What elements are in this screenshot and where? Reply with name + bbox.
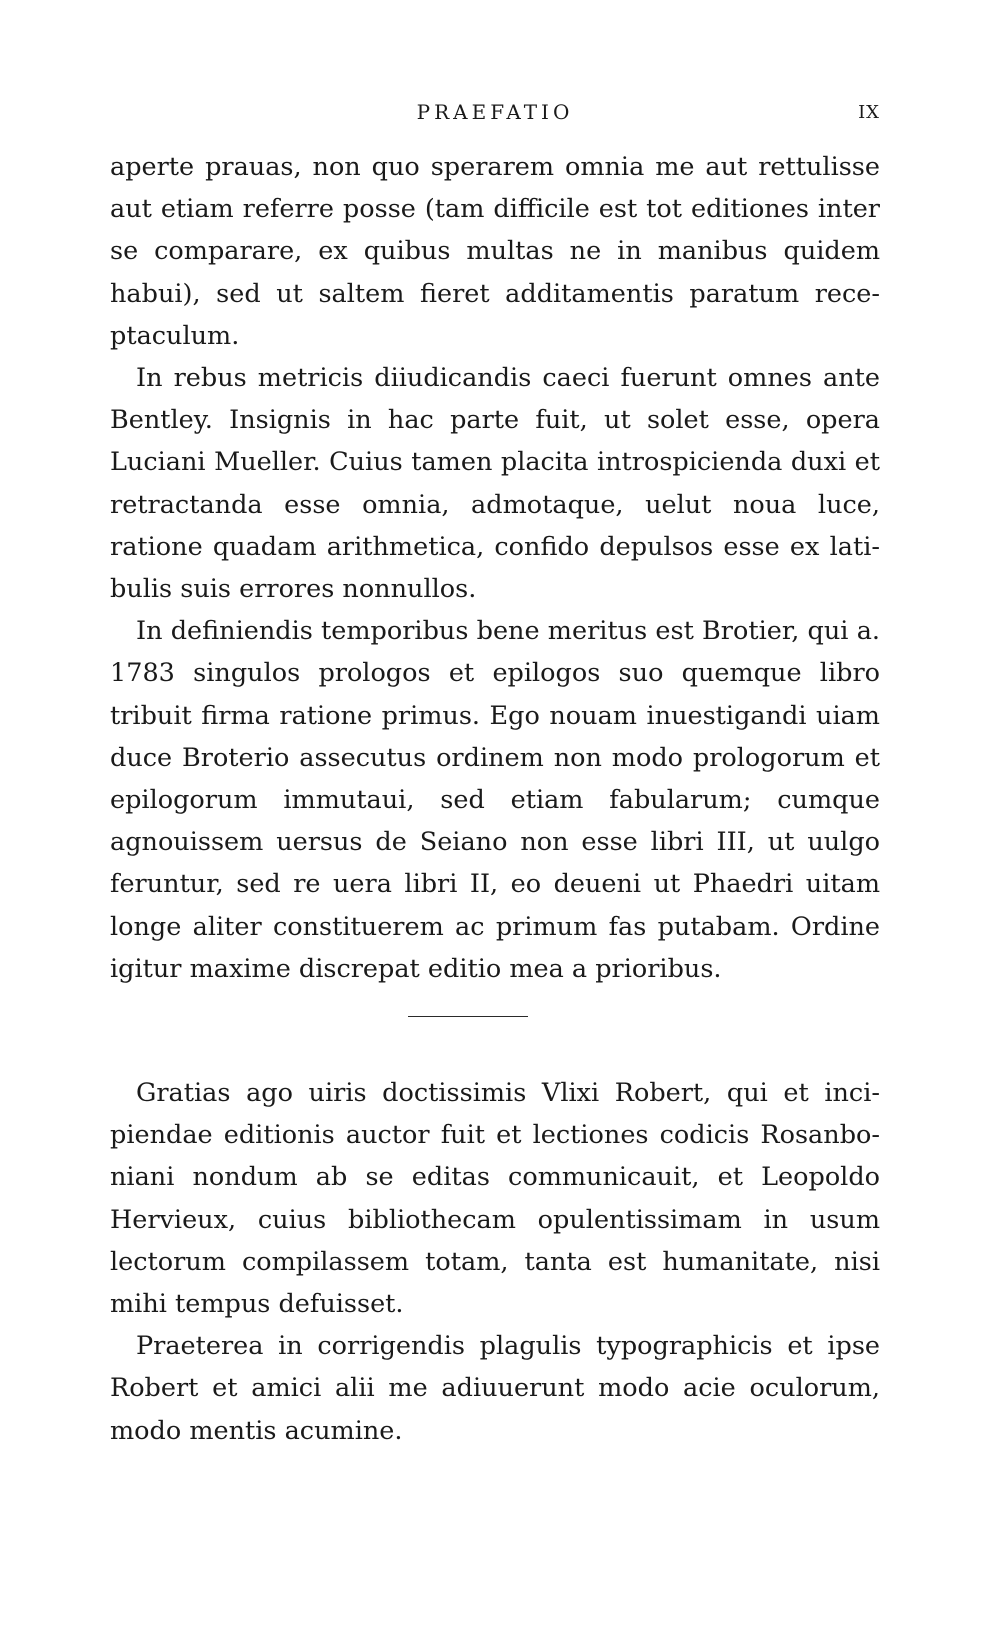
acknowledgements-text bbox=[110, 1072, 880, 1452]
preface-text bbox=[110, 146, 880, 990]
paragraph-thanks: Gratias ago uiris doctissimis Vlixi Robert, qui et incipiendae editionis auctor fuit et lectiones codicis Rosanboniani nondum ab se editas communicauit, et Leopoldo Hervieux, cuius bibliothecam opulentissimam in usum lectorum compilassem totam, tanta est humanitate, nisi mihi tempus defuisset. bbox=[110, 1078, 880, 1320]
paragraph-chronology: In definiendis temporibus bene meritus est Brotier, qui a. 1783 singulos prologos et epilogos suo quemque libro tribuit firma ratione primus. Ego nouam inuestigandi uiam duce Broterio assecutus ordinem non modo prologorum et epilogorum immutaui, sed etiam fabularum; cumque agnouissem uersus de Seiano non esse libri III, ut uulgo feruntur, sed re uera libri II, eo deueni ut Phaedri uitam longe aliter constituerem ac primum fas putabam. Ordine igitur maxime discrepat editio mea a prioribus. bbox=[110, 616, 880, 984]
page-number: IX bbox=[858, 102, 880, 123]
section-divider bbox=[408, 1016, 528, 1017]
paragraph-proofreading: Praeterea in corrigendis plagulis typographicis et ipse Robert et amici alii me adiuuerunt modo acie oculorum, modo mentis acumine. bbox=[110, 1331, 880, 1446]
running-header bbox=[110, 100, 880, 130]
paragraph-metrics: In rebus metricis diiudicandis caeci fuerunt omnes ante Bentley. Insignis in hac parte fuit, ut solet esse, opera Luciani Mueller. Cuius tamen placita introspicienda duxi et retractanda esse omnia, admotaque, uelut noua luce, ratione quadam arithmetica, confido depulsos esse ex latibulis suis errores nonnullos. bbox=[110, 363, 880, 605]
running-title: PRAEFATIO bbox=[416, 100, 574, 124]
paragraph-continued: aperte prauas, non quo sperarem omnia me aut rettulisse aut etiam referre posse (tam difficile est tot editiones inter se comparare, ex quibus multas ne in manibus quidem habui), sed ut saltem fieret additamentis paratum receptaculum. bbox=[110, 152, 880, 351]
